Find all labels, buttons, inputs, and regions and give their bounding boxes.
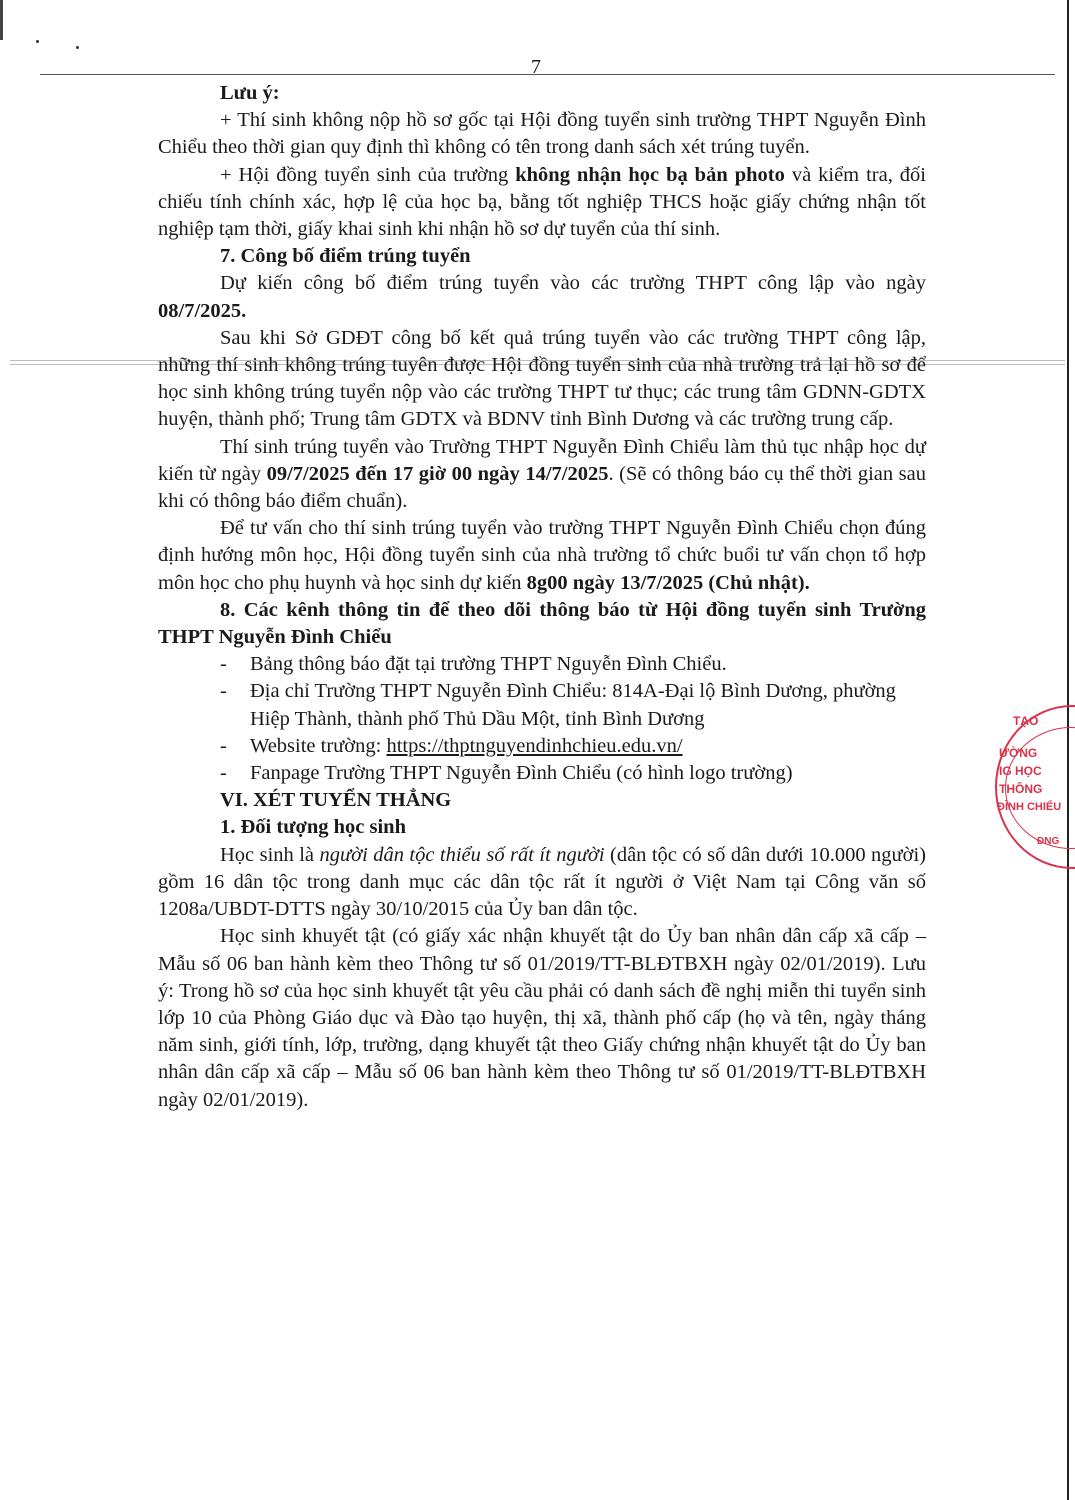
section-7-heading: 7. Công bố điểm trúng tuyển (220, 245, 471, 268)
note-item-1: + Thí sinh không nộp hồ sơ gốc tại Hội đồng tuyển sinh trường THPT Nguyễn Đình Chiểu theo thời gian quy định thì không có tên trong danh sách xét trúng tuyển. (158, 109, 926, 159)
scan-edge-left (0, 0, 3, 40)
section-vi-heading: VI. XÉT TUYỂN THẲNG (220, 789, 452, 812)
section-vi-paragraph-2: Học sinh khuyết tật (có giấy xác nhận khuyết tật do Ủy ban nhân dân cấp xã cấp – Mẫu số 06 ban hành kèm theo Thông tư số 01/2019/TT-BLĐTBXH ngày 02/01/2019). Lưu ý: Trong hồ sơ của học sinh khuyết tật yêu cầu phải có danh sách đề nghị miễn thi tuyển sinh lớp 10 của Phòng Giáo dục và Đào tạo huyện, thị xã, thành phố cấp (họ và tên, ngày tháng năm sinh, giới tính, lớp, trường, dạng khuyết tật theo Giấy chứng nhận khuyết tật do Ủy ban nhân dân cấp xã cấp – Mẫu số 06 ban hành kèm theo Thông tư số 01/2019/TT-BLĐTBXH ngày 02/01/2019). (158, 925, 926, 1111)
seal-text: ĐÌNH CHIỂU (997, 801, 1062, 813)
list-item: - Website trường: https://thptnguyendinhchieu.edu.vn/ (220, 734, 683, 757)
info-channel-list (158, 651, 926, 787)
school-seal-stamp (995, 705, 1075, 875)
emphasis: người dân tộc thiểu số rất ít người (319, 843, 605, 866)
seal-text: ƯỜNG (999, 746, 1038, 760)
page-number: 7 (531, 56, 541, 78)
list-item: - Fanpage Trường THPT Nguyễn Đình Chiểu (có hình logo trường) (220, 762, 793, 785)
seal-text: ĐNG (1037, 836, 1060, 847)
scan-speck (36, 40, 39, 43)
consultation-time: 8g00 ngày 13/7/2025 (Chủ nhật). (526, 571, 810, 594)
seal-text: IG HỌC (999, 764, 1042, 778)
list-item: - Địa chỉ Trường THPT Nguyễn Đình Chiểu: 814A-Đại lộ Bình Dương, phường Hiệp Thành, thành phố Thủ Dầu Một, tỉnh Bình Dương (220, 680, 896, 730)
header-rule (40, 74, 1055, 75)
note-item-2: + Hội đồng tuyển sinh của trường không nhận học bạ bản photo và kiểm tra, đối chiếu tính chính xác, hợp lệ của học bạ, bằng tốt nghiệp THCS hoặc giấy chứng nhận tốt nghiệp tạm thời, giấy khai sinh khi nhận hồ sơ dự tuyển của thí sinh. (158, 163, 927, 241)
note-title: Lưu ý: (220, 82, 280, 104)
section-7-paragraph-4: Để tư vấn cho thí sinh trúng tuyển vào trường THPT Nguyễn Đình Chiểu chọn đúng định hướng môn học, Hội đồng tuyển sinh của nhà trường tổ chức buổi tư vấn chọn tổ hợp môn học cho phụ huynh và học sinh dự kiến 8g00 ngày 13/7/2025 (Chủ nhật). (158, 517, 926, 594)
document-body (158, 80, 926, 1114)
section-7-paragraph-2: Sau khi Sở GDĐT công bố kết quả trúng tuyển vào các trường THPT công lập, những thí sinh không trúng tuyên được Hội đồng tuyển sinh của nhà trường trả lại hồ sơ để học sinh không trúng tuyển nộp vào các trường THPT tư thục; các trung tâm GDNN-GDTX huyện, thành phố; Trung tâm GDTX và BDNV tỉnh Bình Dương và các trường trung cấp. (158, 326, 926, 431)
section-vi-paragraph-1: Học sinh là người dân tộc thiểu số rất ít người (dân tộc có số dân dưới 10.000 người) gồm 16 dân tộc trong danh mục các dân tộc rất ít người ở Việt Nam tại Công văn số 1208a/UBDT-DTTS ngày 30/10/2015 của Ủy ban dân tộc. (158, 843, 926, 921)
announcement-date: 08/7/2025. (158, 299, 247, 322)
section-8-heading: 8. Các kênh thông tin để theo dõi thông báo từ Hội đồng tuyển sinh Trường THPT Nguyễn Đình Chiểu (158, 598, 926, 649)
website-link[interactable]: https://thptnguyendinhchieu.edu.vn/ (386, 734, 683, 757)
scan-speck (76, 46, 79, 49)
emphasis: không nhận học bạ bản photo (515, 163, 785, 186)
list-item: - Bảng thông báo đặt tại trường THPT Nguyễn Đình Chiểu. (220, 653, 727, 676)
section-7-paragraph-3: Thí sinh trúng tuyển vào Trường THPT Nguyễn Đình Chiểu làm thủ tục nhập học dự kiến từ ngày 09/7/2025 đến 17 giờ 00 ngày 14/7/2025. (Sẽ có thông báo cụ thể thời gian sau khi có thông báo điểm chuẩn). (158, 435, 926, 513)
enrollment-period: 09/7/2025 đến 17 giờ 00 ngày 14/7/2025 (266, 462, 609, 485)
section-vi-subheading: 1. Đối tượng học sinh (220, 816, 406, 839)
seal-text: TẠO (1013, 714, 1039, 728)
section-7-paragraph-1: Dự kiến công bố điểm trúng tuyển vào các trường THPT công lập vào ngày 08/7/2025. (158, 272, 926, 322)
seal-text: THÔNG (999, 782, 1043, 796)
